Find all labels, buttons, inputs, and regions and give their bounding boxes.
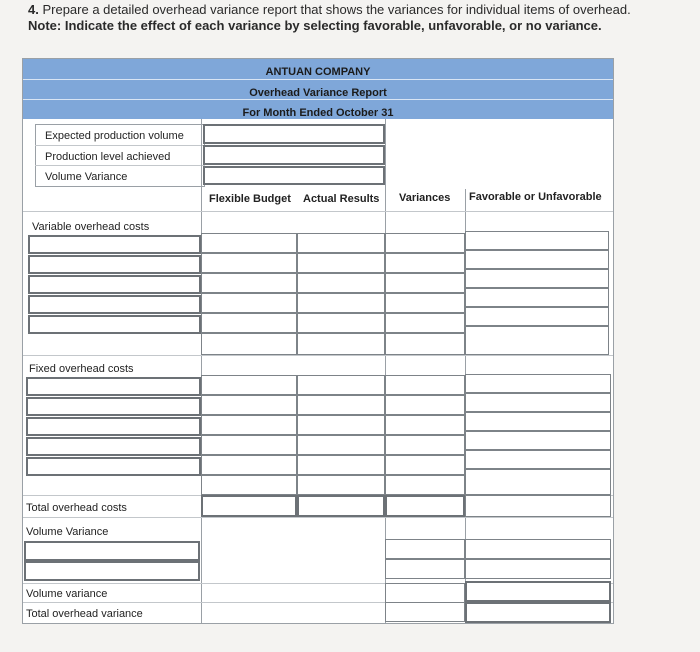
question-body: Prepare a detailed overhead variance report that shows the variances for individual items of overhead. xyxy=(42,2,631,17)
variable-flex-2[interactable] xyxy=(201,253,297,273)
report-period: For Month Ended October 31 xyxy=(242,107,394,119)
variable-flex-1[interactable] xyxy=(201,233,297,253)
fixed-fav-1[interactable] xyxy=(465,374,611,393)
volume-variance-fav-1[interactable] xyxy=(465,539,611,559)
question-number: 4. xyxy=(28,2,39,17)
company-name: ANTUAN COMPANY xyxy=(265,66,371,78)
production-achieved-input[interactable] xyxy=(203,145,385,165)
variable-flex-5[interactable] xyxy=(201,313,297,333)
variable-item-3[interactable] xyxy=(28,275,201,294)
col-flexible-budget: Flexible Budget xyxy=(209,193,291,205)
volume-variance-item-2[interactable] xyxy=(24,561,200,581)
fixed-actual-total[interactable] xyxy=(297,475,385,495)
fixed-actual-5[interactable] xyxy=(297,455,385,475)
variable-flex-total[interactable] xyxy=(201,333,297,355)
variable-item-1[interactable] xyxy=(28,235,201,254)
variable-item-2[interactable] xyxy=(28,255,201,274)
fixed-var-total[interactable] xyxy=(385,475,465,495)
total-flex[interactable] xyxy=(201,495,297,517)
fixed-flex-1[interactable] xyxy=(201,375,297,395)
variable-flex-3[interactable] xyxy=(201,273,297,293)
variable-item-4[interactable] xyxy=(28,295,201,314)
variable-fav-4[interactable] xyxy=(465,288,609,307)
fixed-item-1[interactable] xyxy=(26,377,201,396)
total-overhead-variance-amount[interactable] xyxy=(385,602,465,622)
variable-var-4[interactable] xyxy=(385,293,465,313)
fixed-item-5[interactable] xyxy=(26,457,201,476)
variable-actual-5[interactable] xyxy=(297,313,385,333)
fixed-var-5[interactable] xyxy=(385,455,465,475)
variable-actual-2[interactable] xyxy=(297,253,385,273)
volume-variance-fav-2[interactable] xyxy=(465,559,611,579)
volume-variance-lower-fav[interactable] xyxy=(465,581,611,602)
fixed-var-2[interactable] xyxy=(385,395,465,415)
fixed-actual-1[interactable] xyxy=(297,375,385,395)
fixed-actual-4[interactable] xyxy=(297,435,385,455)
total-actual[interactable] xyxy=(297,495,385,517)
fixed-fav-2[interactable] xyxy=(465,393,611,412)
variable-fav-3[interactable] xyxy=(465,269,609,288)
question-note: Note: Indicate the effect of each variance by selecting favorable, unfavorable, or no variance. xyxy=(28,18,602,33)
fixed-fav-3[interactable] xyxy=(465,412,611,431)
fixed-item-3[interactable] xyxy=(26,417,201,436)
fixed-fav-5[interactable] xyxy=(465,450,611,469)
col-variances: Variances xyxy=(399,192,451,204)
col-actual-results: Actual Results xyxy=(303,193,380,205)
fixed-var-3[interactable] xyxy=(385,415,465,435)
variable-item-5[interactable] xyxy=(28,315,201,334)
fixed-flex-2[interactable] xyxy=(201,395,297,415)
variable-var-5[interactable] xyxy=(385,313,465,333)
fixed-fav-total[interactable] xyxy=(465,469,611,495)
volume-variance-top-input[interactable] xyxy=(203,166,385,185)
variable-var-total[interactable] xyxy=(385,333,465,355)
fixed-flex-4[interactable] xyxy=(201,435,297,455)
expected-production-input[interactable] xyxy=(203,124,385,144)
volume-variance-item-1[interactable] xyxy=(24,541,200,561)
fixed-overhead-label: Fixed overhead costs xyxy=(29,363,134,375)
volume-variance-top-label: Volume Variance xyxy=(45,171,128,183)
fixed-actual-3[interactable] xyxy=(297,415,385,435)
expected-production-label: Expected production volume xyxy=(45,130,184,142)
volume-variance-amount-1[interactable] xyxy=(385,539,465,559)
volume-variance-amount-2[interactable] xyxy=(385,559,465,579)
fixed-var-1[interactable] xyxy=(385,375,465,395)
variance-report-sheet xyxy=(22,58,614,624)
fixed-fav-4[interactable] xyxy=(465,431,611,450)
fixed-actual-2[interactable] xyxy=(297,395,385,415)
variable-var-1[interactable] xyxy=(385,233,465,253)
volume-variance-lower-label: Volume variance xyxy=(26,588,108,600)
variable-var-2[interactable] xyxy=(385,253,465,273)
volume-variance-label: Volume Variance xyxy=(26,526,109,538)
total-fav[interactable] xyxy=(465,495,611,517)
fixed-flex-5[interactable] xyxy=(201,455,297,475)
variable-fav-total[interactable] xyxy=(465,326,609,355)
variable-actual-4[interactable] xyxy=(297,293,385,313)
col-favorable-unfavorable: Favorable or Unfavorable xyxy=(469,191,602,203)
variable-fav-5[interactable] xyxy=(465,307,609,326)
fixed-var-4[interactable] xyxy=(385,435,465,455)
variable-actual-total[interactable] xyxy=(297,333,385,355)
fixed-flex-total[interactable] xyxy=(201,475,297,495)
report-header xyxy=(23,59,613,119)
total-var[interactable] xyxy=(385,495,465,517)
production-achieved-label: Production level achieved xyxy=(45,151,171,163)
variable-actual-1[interactable] xyxy=(297,233,385,253)
total-overhead-variance-label: Total overhead variance xyxy=(26,608,143,620)
question-text xyxy=(28,2,688,17)
total-overhead-costs-label: Total overhead costs xyxy=(26,502,127,514)
variable-fav-2[interactable] xyxy=(465,250,609,269)
variable-actual-3[interactable] xyxy=(297,273,385,293)
variable-var-3[interactable] xyxy=(385,273,465,293)
fixed-flex-3[interactable] xyxy=(201,415,297,435)
fixed-item-4[interactable] xyxy=(26,437,201,456)
variable-flex-4[interactable] xyxy=(201,293,297,313)
variable-overhead-label: Variable overhead costs xyxy=(32,221,150,233)
report-title: Overhead Variance Report xyxy=(249,87,387,99)
total-overhead-variance-fav[interactable] xyxy=(465,602,611,623)
fixed-item-2[interactable] xyxy=(26,397,201,416)
variable-fav-1[interactable] xyxy=(465,231,609,250)
volume-variance-lower-amount[interactable] xyxy=(385,583,465,603)
